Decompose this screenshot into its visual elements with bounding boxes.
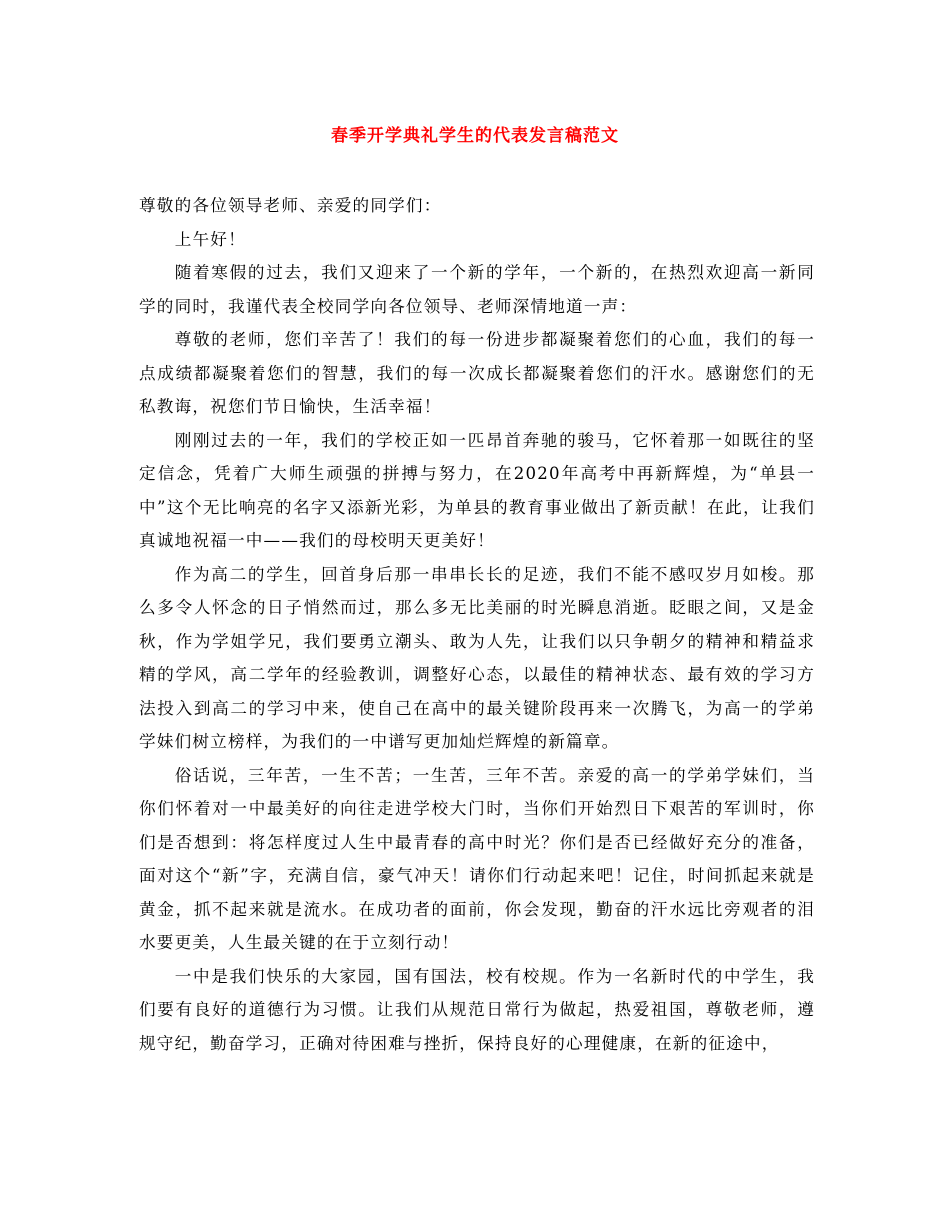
salutation: 尊敬的各位领导老师、亲爱的同学们：	[139, 196, 442, 215]
paragraph: 俗话说，三年苦，一生不苦；一生苦，三年不苦。亲爱的高一的学弟学妹们，当你们怀着对一中最美好的向往走进学校大门时，当你们开始烈日下艰苦的军训时，你们是否想到：将怎样度过人生中最青春的高中时光？你们是否已经做好充分的准备，面对这个“新”字，充满自信，豪气冲天！请你们行动起来吧！记住，时间抓起来就是黄金，抓不起来就是流水。在成功者的面前，你会发现，勤奋的汗水远比旁观者的泪水要更美，人生最关键的在于立刻行动！	[139, 765, 815, 952]
document-title: 春季开学典礼学生的代表发言稿范文	[331, 126, 619, 146]
paragraph: 尊敬的老师，您们辛苦了！我们的每一份进步都凝聚着您们的心血，我们的每一点成绩都凝聚着您们的智慧，我们的每一次成长都凝聚着您们的汗水。感谢您们的无私教诲，祝您们节日愉快，生活幸福！	[139, 330, 815, 416]
paragraph: 作为高二的学生，回首身后那一串串长长的足迹，我们不能不感叹岁月如梭。那么多令人怀念的日子悄然而过，那么多无比美丽的时光瞬息消逝。眨眼之间，又是金秋，作为学姐学兄，我们要勇立潮头、敢为人先，让我们以只争朝夕的精神和精益求精的学风，高二学年的经验教训，调整好心态，以最佳的精神状态、最有效的学习方法投入到高二的学习中来，使自己在高中的最关键阶段再来一次腾飞，为高一的学弟学妹们树立榜样，为我们的一中谱写更加灿烂辉煌的新篇章。	[139, 564, 815, 751]
paragraph: 刚刚过去的一年，我们的学校正如一匹昂首奔驰的骏马，它怀着那一如既往的坚定信念，凭着广大师生顽强的拼搏与努力，在2020年高考中再新辉煌，为“单县一中”这个无比响亮的名字又添新光彩，为单县的教育事业做出了新贡献！在此，让我们真诚地祝福一中——我们的母校明天更美好！	[139, 430, 815, 550]
document-body	[139, 189, 815, 1060]
paragraph-greeting: 上午好！	[174, 229, 246, 249]
paragraph: 随着寒假的过去，我们又迎来了一个新的学年，一个新的，在热烈欢迎高一新同学的同时，我谨代表全校同学向各位领导、老师深情地道一声：	[139, 263, 815, 316]
paragraph: 一中是我们快乐的大家园，国有国法，校有校规。作为一名新时代的中学生，我们要有良好的道德行为习惯。让我们从规范日常行为做起，热爱祖国，尊敬老师，遵规守纪，勤奋学习，正确对待困难与挫折，保持良好的心理健康，在新的征途中，	[139, 966, 815, 1053]
